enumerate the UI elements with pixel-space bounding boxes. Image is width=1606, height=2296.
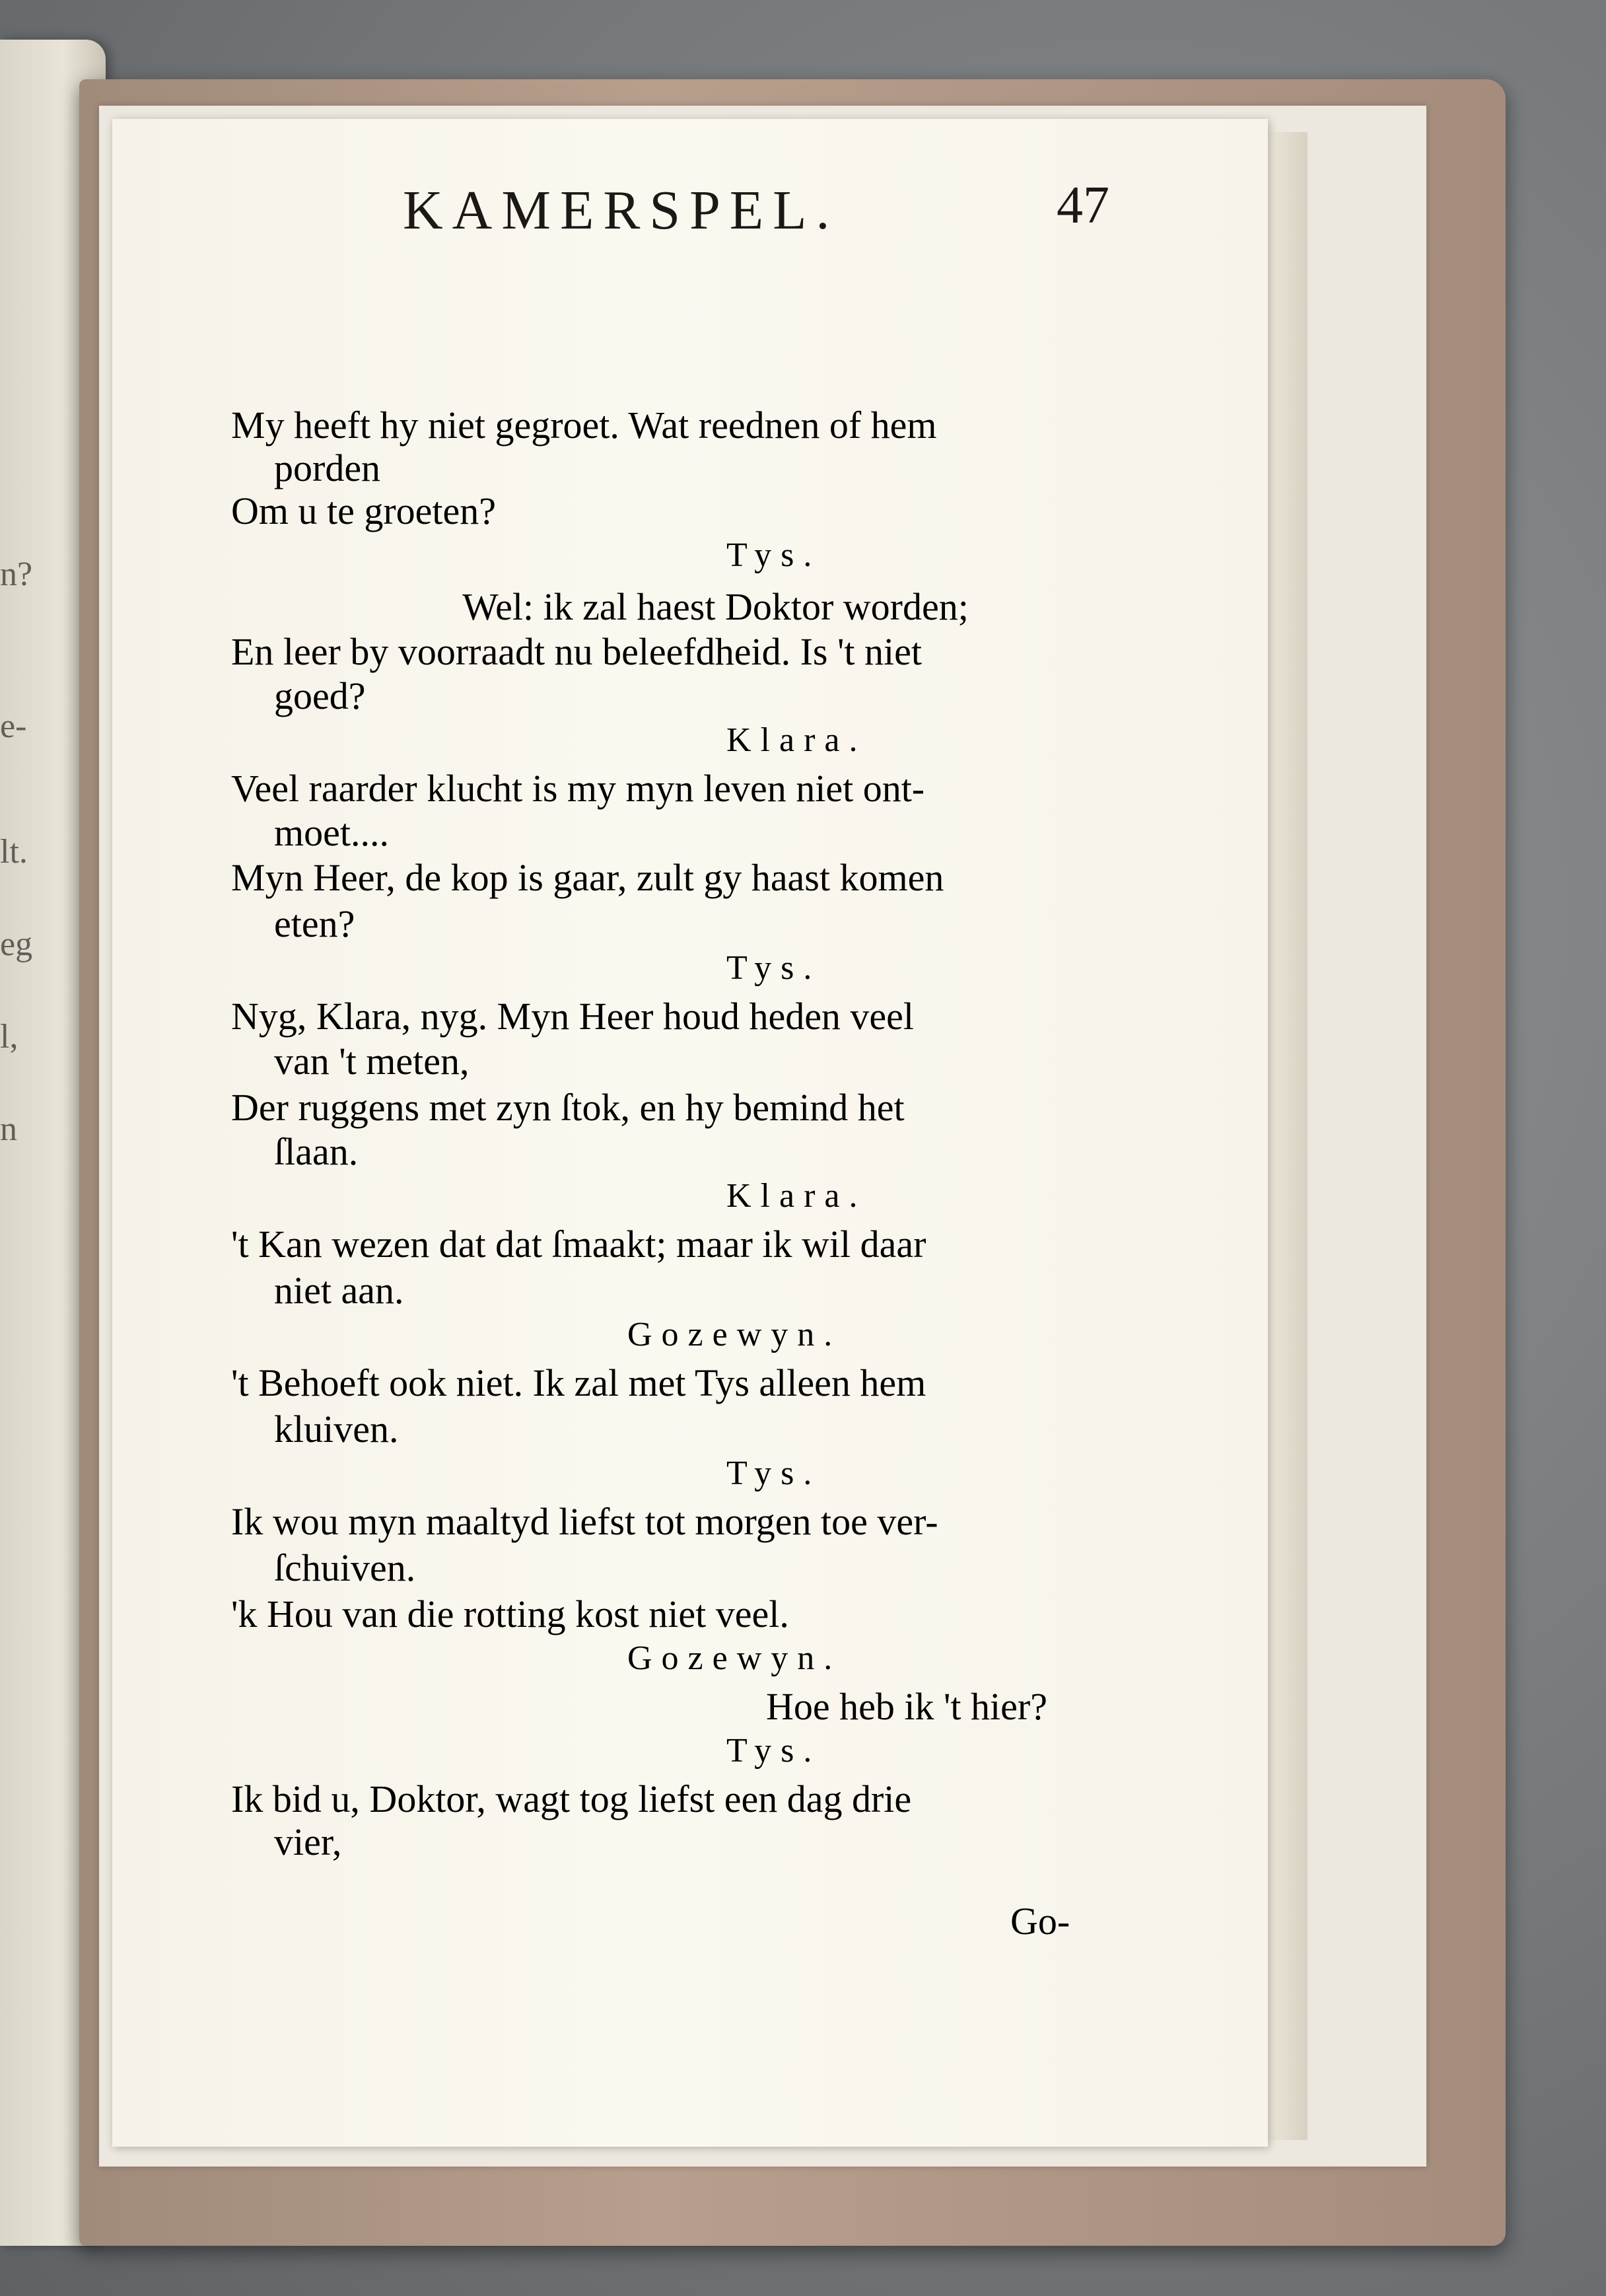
text-line: kluiven. xyxy=(274,1408,399,1451)
speaker-name: Klara. xyxy=(726,1177,867,1215)
page-number: 47 xyxy=(1057,176,1109,234)
speaker-name: Gozewyn. xyxy=(627,1639,842,1677)
text-line: Hoe heb ik 't hier? xyxy=(766,1685,1047,1728)
text-line: eten? xyxy=(274,902,355,945)
left-page-fragment: e- xyxy=(0,707,27,745)
text-line: Nyg, Klara, nyg. Myn Heer houd heden veel xyxy=(231,995,915,1038)
text-line: moet.... xyxy=(274,811,389,854)
page-title: KAMERSPEL. xyxy=(403,180,839,241)
text-line: niet aan. xyxy=(274,1269,404,1312)
left-page-fragment: l, xyxy=(0,1018,18,1056)
text-line: Der ruggens met zyn ſtok, en hy bemind het xyxy=(231,1086,905,1129)
text-line: Ik wou myn maaltyd liefst tot morgen toe ver- xyxy=(231,1500,938,1543)
text-line: Om u te groeten? xyxy=(231,489,497,532)
running-head xyxy=(291,178,1149,251)
text-line: vier, xyxy=(274,1820,342,1863)
speaker-name: Tys. xyxy=(726,949,821,987)
page-edge xyxy=(1268,132,1308,2140)
left-page-fragment: n xyxy=(0,1110,17,1148)
text-line: Wel: ik zal haest Doktor worden; xyxy=(462,585,969,628)
text-line: ſlaan. xyxy=(274,1130,359,1173)
catchword: Go- xyxy=(1010,1900,1070,1943)
speaker-name: Tys. xyxy=(726,1732,821,1770)
left-page-fragment: n? xyxy=(0,556,33,593)
speaker-name: Klara. xyxy=(726,721,867,759)
text-line: Ik bid u, Doktor, wagt tog liefst een dag drie xyxy=(231,1777,912,1820)
text-line: 't Behoeft ook niet. Ik zal met Tys alleen hem xyxy=(231,1361,926,1404)
speaker-name: Gozewyn. xyxy=(627,1316,842,1353)
text-line: ſchuiven. xyxy=(274,1546,416,1589)
speaker-name: Tys. xyxy=(726,536,821,574)
text-line: Veel raarder klucht is my myn leven niet ont- xyxy=(231,767,925,810)
left-page-fragment: eg xyxy=(0,925,33,963)
text-line: My heeft hy niet gegroet. Wat reednen of hem xyxy=(231,404,937,447)
text-line: 'k Hou van die rotting kost niet veel. xyxy=(231,1593,789,1635)
text-line: van 't meten, xyxy=(274,1040,470,1083)
text-line: Myn Heer, de kop is gaar, zult gy haast komen xyxy=(231,856,944,899)
left-page-fragment: lt. xyxy=(0,833,28,871)
text-line: 't Kan wezen dat dat ſmaakt; maar ik wil daar xyxy=(231,1223,926,1266)
text-line: porden xyxy=(274,447,381,489)
speaker-name: Tys. xyxy=(726,1454,821,1492)
text-line: En leer by voorraadt nu beleefdheid. Is 't niet xyxy=(231,630,923,673)
text-line: goed? xyxy=(274,674,366,717)
